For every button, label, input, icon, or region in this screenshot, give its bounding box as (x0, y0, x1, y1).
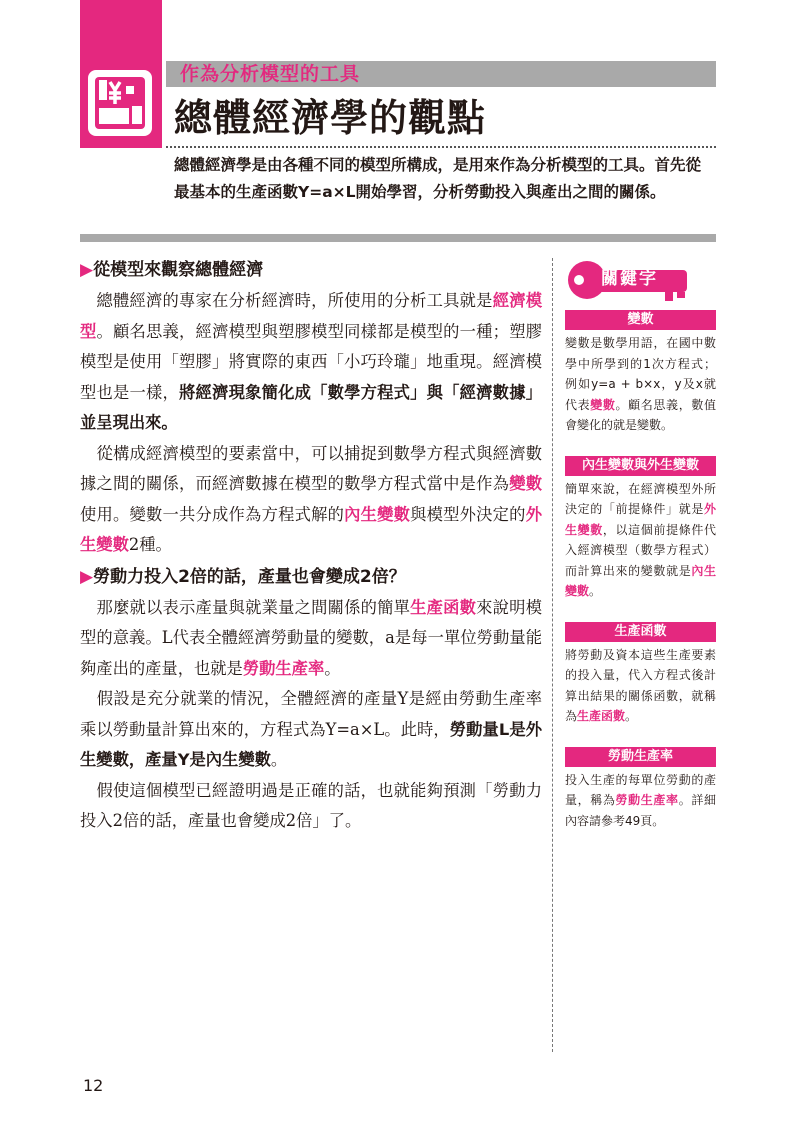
term-description (565, 479, 716, 602)
text-run: 與模型外決定的 (410, 504, 526, 524)
text-run: 2種。 (128, 535, 172, 554)
text-run: 。顧名思義，數值會變化的就是變數。 (565, 397, 716, 432)
text-run: 。 (589, 584, 602, 598)
keyword-highlight: 內生變數 (565, 563, 716, 598)
paragraph (80, 776, 542, 837)
term-title: 生產函數 (565, 622, 716, 642)
section-heading: ▶勞動力投入2倍的話，產量也會變成2倍？ (80, 566, 406, 587)
keyword-highlight: 生產函數 (410, 597, 477, 617)
text-run: 變數是數學用語，在國中數學中所學到的1次方程式；例如y=a + b×x，y及x就代表 (565, 336, 716, 412)
paragraph (80, 439, 542, 561)
text-run: 。 (625, 709, 638, 723)
intro-text (174, 152, 716, 206)
keyword-highlight: 生產函數 (577, 709, 626, 723)
category-label: 作為分析模型的工具 (180, 63, 361, 85)
section-2 (80, 561, 542, 837)
keyword-highlight: 經濟模型 (80, 291, 542, 341)
text-run: 假設是充分就業的情況，全體經濟的產量Y是經由勞動生產率乘以勞動量計算出來的，方程式為Y=a×L。此時， (80, 689, 542, 739)
text-run: 。 (324, 658, 341, 678)
section-separator (80, 234, 716, 242)
keyword-highlight: 變數 (590, 397, 616, 412)
text-run: 將勞動及資本這些生產要素的投入量，代入方程式後計算出結果的關係函數，就稱為 (565, 647, 716, 723)
text-run: ，以這個前提條件代入經濟模型（數學方程式）而計算出來的變數就是 (565, 522, 716, 578)
text-run: 。詳細內容請參考49頁。 (565, 793, 716, 828)
text-run: 。 (270, 750, 288, 769)
keyword-highlight: 變數 (509, 474, 542, 493)
triangle-bullet-icon: ▶ (80, 566, 94, 587)
text-run: 。顧名思義，經濟模型與塑膠模型同樣都是模型的一種；塑膠模型是使用「塑膠」將實際的東西「小巧玲瓏」地重現。經濟模型也是一樣， (80, 321, 542, 402)
paragraph (80, 593, 542, 685)
emphasis-text: 將經濟現象簡化成「數學方程式」與「經濟數據」並呈現出來。 (80, 382, 542, 432)
text-run: 總體經濟的專家在分析經濟時，所使用的分析工具就是 (80, 291, 493, 310)
term-title: 變數 (565, 310, 716, 330)
keyword-sidebar (565, 258, 716, 851)
keyword-highlight: 外生變數 (80, 504, 542, 554)
text-run: 假使這個模型已經證明過是正確的話，也就能夠預測「勞動力投入2倍的話，產量也會變成2倍」了。 (80, 780, 542, 830)
text-run: 總體經濟學是由各種不同的模型所構成，是用來作為分析模型的工具。首先從最基本的生產函數Y=a×L開始學習，分析勞動投入與產出之間的關係。 (174, 156, 702, 201)
text-run: 從構成經濟模型的要素當中，可以捕捉到數學方程式與經濟數據之間的關係，而經濟數據在模型的數學方程式當中是作為 (80, 443, 542, 493)
text-run: 來說明模型的意義。L代表全體經濟勞動量的變數，a是每一單位勞動量能夠產出的產量，也就是 (80, 597, 542, 678)
keyword-highlight: 勞動生產率 (242, 658, 325, 678)
text-run: 使用。變數一共分成作為方程式解的 (80, 504, 345, 524)
title-divider (166, 146, 716, 148)
keyword-header (565, 258, 716, 304)
paragraph (80, 286, 542, 439)
emphasis-text: 勞動量L是外生變數，產量Y是內生變數 (80, 719, 542, 769)
page-number: 12 (83, 1076, 104, 1095)
section-heading: ▶從模型來觀察總體經濟 (80, 260, 264, 280)
triangle-bullet-icon: ▶ (80, 260, 94, 280)
keyword-term (565, 456, 716, 602)
keyword-label: 關鍵字 (601, 269, 658, 289)
keyword-term (565, 310, 716, 436)
term-title: 勞動生產率 (565, 747, 716, 767)
main-column (80, 254, 542, 837)
section-1 (80, 254, 542, 561)
yen-calculator-icon (84, 58, 156, 140)
paragraph (80, 684, 542, 776)
term-description (565, 645, 716, 727)
keyword-term (565, 622, 716, 727)
term-description (565, 333, 716, 436)
column-divider (552, 258, 553, 1052)
text-run: 投入生產的每單位勞動的產量，稱為 (565, 772, 716, 807)
text-run: 那麼就以表示產量與就業量之間關係的簡單 (80, 597, 411, 617)
keyword-highlight: 內生變數 (344, 504, 411, 524)
page-title: 總體經濟學的觀點 (174, 96, 487, 140)
keyword-highlight: 外生變數 (565, 502, 716, 537)
text-run: 簡單來說，在經濟模型外所決定的「前提條件」就是 (565, 481, 716, 516)
keyword-term (565, 747, 716, 832)
term-title: 內生變數與外生變數 (565, 456, 716, 476)
term-description (565, 770, 716, 832)
keyword-highlight: 勞動生產率 (615, 793, 679, 807)
